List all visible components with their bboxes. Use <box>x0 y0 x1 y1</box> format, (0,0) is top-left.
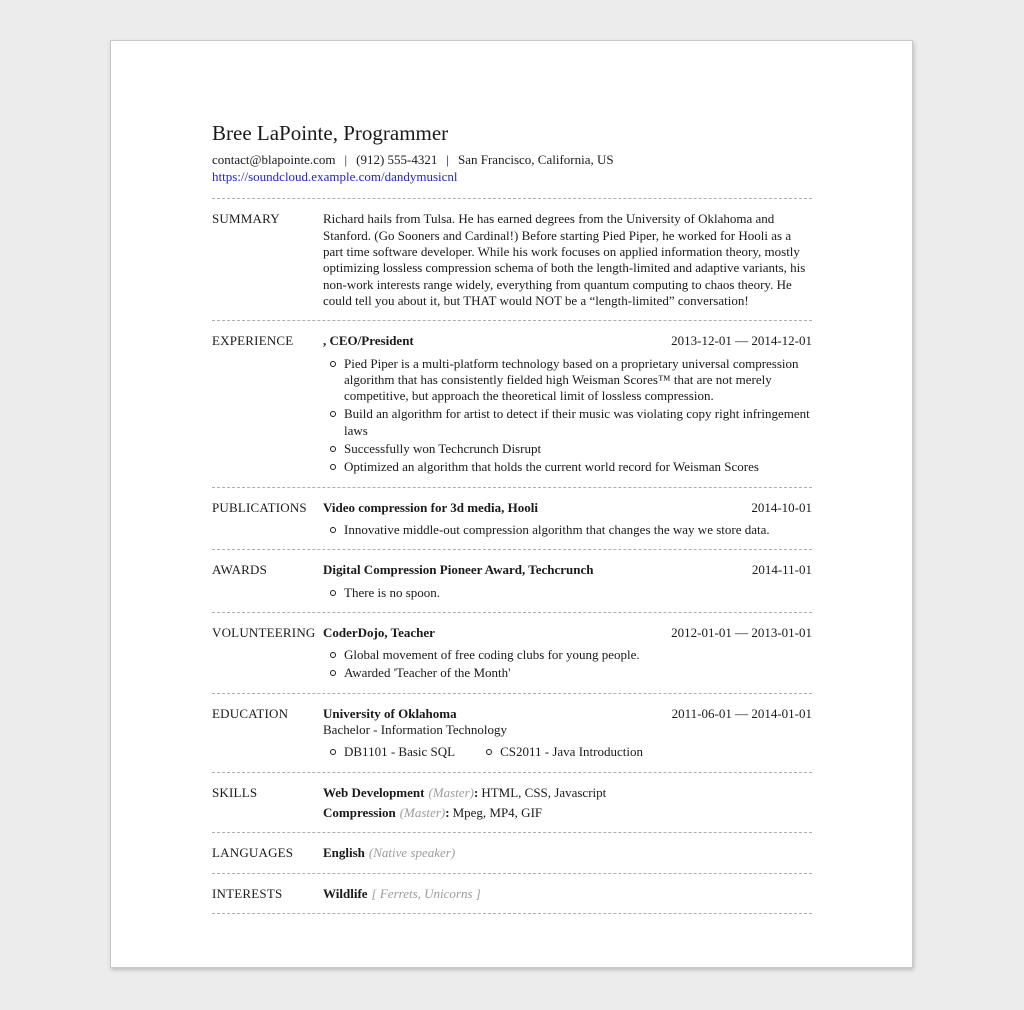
education-entry-dates: 2011-06-01 — 2014-01-01 <box>671 705 812 721</box>
section-content-awards <box>323 562 812 601</box>
skill-level: (Master) <box>428 784 474 800</box>
section-label-summary: SUMMARY <box>212 211 280 227</box>
section-content-interests <box>323 886 812 902</box>
language-level: (Native speaker) <box>368 845 456 861</box>
section-languages <box>212 833 812 873</box>
section-content-volunteering <box>323 625 812 682</box>
skill-name: Web Development <box>323 784 425 800</box>
experience-bullet-list <box>323 356 812 476</box>
skill-name: Compression <box>323 804 396 820</box>
education-degree: Bachelor - Information Technology <box>323 722 508 738</box>
section-content-languages <box>323 845 812 861</box>
skill-colon: : <box>445 804 450 820</box>
resume-page-inner <box>111 41 912 914</box>
section-skills <box>212 773 812 834</box>
skill-colon: : <box>473 784 479 800</box>
section-label-publications: PUBLICATIONS <box>212 499 307 515</box>
list-item: Awarded 'Teacher of the Month' <box>323 665 812 681</box>
skill-level: (Master) <box>399 804 446 820</box>
awards-bullet-list <box>323 585 812 601</box>
section-content-education <box>323 706 812 761</box>
list-item: Successfully won Techcrunch Disrupt <box>323 441 812 457</box>
section-content-experience <box>323 333 812 475</box>
publications-entry-header <box>323 500 812 516</box>
volunteering-entry-title: CoderDojo, Teacher <box>323 624 435 640</box>
section-awards <box>212 550 812 613</box>
section-education <box>212 694 812 773</box>
language-name: English <box>323 845 365 861</box>
section-content-skills <box>323 785 812 822</box>
list-item: There is no spoon. <box>323 585 812 601</box>
section-content-publications <box>323 500 812 539</box>
list-item: Global movement of free coding clubs for young people. <box>323 647 812 663</box>
list-item: Innovative middle-out compression algorithm that changes the way we store data. <box>323 522 812 538</box>
interest-detail: [ Ferrets, Unicorns ] <box>371 885 481 901</box>
section-summary <box>212 199 812 321</box>
contact-phone: (912) 555-4321 <box>356 152 438 168</box>
contact-location: San Francisco, California, US <box>457 152 614 168</box>
resume-name: Bree LaPointe, Programmer <box>212 121 449 145</box>
publications-entry-title: Video compression for 3d media, Hooli <box>323 499 538 515</box>
publications-bullet-list <box>323 522 812 538</box>
education-entry-header <box>323 706 812 722</box>
education-course-list <box>323 744 812 760</box>
section-publications <box>212 488 812 551</box>
list-item: DB1101 - Basic SQL <box>323 744 455 760</box>
skill-items: HTML, CSS, Javascript <box>481 784 607 800</box>
awards-entry-title: Digital Compression Pioneer Award, Techcrunch <box>323 562 594 578</box>
summary-paragraph: Richard hails from Tulsa. He has earned degrees from the University of Oklahoma and Stanford. (Go Sooners and Cardinal!) Before starting Pied Piper, he worked for Hooli as a part time software developer. While his work focuses on applied information theory, mostly optimizing lossless compression schema of both the length-limited and adaptive variants, his non-work interests range widely, everything from quantum computing to chaos theory. He could tell you about it, but THAT would NOT be a “length-limited” conversation! <box>323 211 806 308</box>
contact-separator: | <box>446 152 449 168</box>
skill-line <box>323 785 812 801</box>
contact-separator: | <box>344 152 348 168</box>
section-label-skills: SKILLS <box>212 784 258 800</box>
experience-entry-header <box>323 333 812 349</box>
interest-name: Wildlife <box>323 885 368 901</box>
volunteering-bullet-list <box>323 647 812 682</box>
section-label-volunteering: VOLUNTEERING <box>212 624 316 640</box>
awards-entry-header <box>323 562 812 578</box>
contact-line <box>212 152 812 168</box>
education-entry-title: University of Oklahoma <box>323 705 457 721</box>
publications-entry-date: 2014-10-01 <box>751 499 812 515</box>
section-label-awards: AWARDS <box>212 562 268 578</box>
resume-page <box>110 40 913 968</box>
section-experience <box>212 321 812 487</box>
section-volunteering <box>212 613 812 694</box>
list-item: CS2011 - Java Introduction <box>479 744 643 760</box>
section-label-languages: LANGUAGES <box>212 845 294 861</box>
awards-entry-date: 2014-11-01 <box>751 562 812 578</box>
experience-entry-dates: 2013-12-01 — 2014-12-01 <box>671 333 812 349</box>
list-item: Build an algorithm for artist to detect if their music was violating copy right infringement laws <box>323 406 812 439</box>
experience-entry-title: , CEO/President <box>323 333 414 349</box>
section-content-summary <box>323 211 812 309</box>
list-item: Pied Piper is a multi-platform technology based on a proprietary universal compression algorithm that has consistently fielded high Weisman Scores™ that are not merely competitive, but approach the theoretical limit of lossless compression. <box>323 356 812 405</box>
section-interests <box>212 874 812 914</box>
resume-header <box>212 41 812 199</box>
volunteering-entry-dates: 2012-01-01 — 2013-01-01 <box>671 624 812 640</box>
contact-email: contact@blapointe.com <box>212 152 336 168</box>
section-label-interests: INTERESTS <box>212 885 283 901</box>
skill-line <box>323 805 812 821</box>
volunteering-entry-header <box>323 625 812 641</box>
list-item: Optimized an algorithm that holds the current world record for Weisman Scores <box>323 459 812 475</box>
profile-link[interactable]: https://soundcloud.example.com/dandymusicnl <box>212 169 458 185</box>
skill-items: Mpeg, MP4, GIF <box>452 804 543 820</box>
section-label-education: EDUCATION <box>212 705 289 721</box>
section-label-experience: EXPERIENCE <box>212 333 294 349</box>
